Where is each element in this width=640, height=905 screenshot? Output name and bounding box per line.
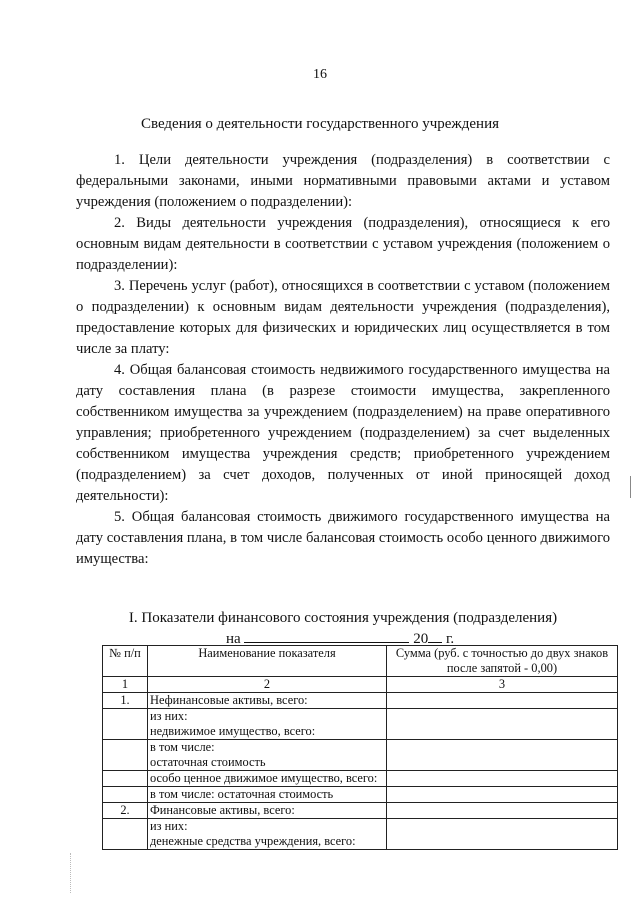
date-prefix: на xyxy=(226,631,241,647)
row-num: 2. xyxy=(103,803,148,819)
table-row xyxy=(103,693,618,709)
row-sum-cell xyxy=(387,693,618,709)
paragraph-4: 4. Общая балансовая стоимость недвижимого государственного имущества на дату составления плана (в разрезе стоимости имущества, закрепленного собственником имущества за учреждением (подразделением) на праве оперативного управления; приобретенного учреждением (подразделением) за счет выделенных собственником имущества учреждения средств; приобретенного учреждением (подразделением) за счет доходов, полученных от иной приносящей доход деятельности): xyxy=(76,362,610,504)
section-title: I. Показатели финансового состояния учреждения (подразделения) xyxy=(128,610,558,626)
row-sum-cell xyxy=(387,803,618,819)
row-name xyxy=(148,819,387,850)
row-num xyxy=(103,819,148,850)
scan-margin-mark xyxy=(630,476,633,498)
table-row xyxy=(103,771,618,787)
row-name xyxy=(148,709,387,740)
year-blank-field xyxy=(428,628,442,643)
row-name-line: остаточная стоимость xyxy=(150,755,266,769)
row-name xyxy=(148,740,387,771)
column-number: 3 xyxy=(387,677,618,693)
row-sum-cell xyxy=(387,709,618,740)
row-name-line: из них: xyxy=(150,819,188,833)
row-name: в том числе: остаточная стоимость xyxy=(148,787,387,803)
row-sum-cell xyxy=(387,819,618,850)
row-name-line: из них: xyxy=(150,709,188,723)
row-name-line: в том числе: xyxy=(150,740,215,754)
row-sum-cell xyxy=(387,771,618,787)
row-name: Нефинансовые активы, всего: xyxy=(148,693,387,709)
table-row xyxy=(103,787,618,803)
row-name: особо ценное движимое имущество, всего: xyxy=(148,771,387,787)
financial-indicators-table xyxy=(102,645,618,850)
column-number: 1 xyxy=(103,677,148,693)
row-sum-cell xyxy=(387,740,618,771)
table-row xyxy=(103,803,618,819)
header-sum: Сумма (руб. с точностью до двух знаков после запятой - 0,00) xyxy=(387,646,618,677)
row-name-line: денежные средства учреждения, всего: xyxy=(150,834,356,848)
row-num: 1. xyxy=(103,693,148,709)
paragraph-1: 1. Цели деятельности учреждения (подразделения) в соответствии с федеральными законами, иными нормативными правовыми актами и уставом учреждения (положением о подразделении): xyxy=(76,152,610,210)
header-name: Наименование показателя xyxy=(148,646,387,677)
paragraph-5: 5. Общая балансовая стоимость движимого государственного имущества на дату составления плана, в том числе балансовая стоимость особо ценного движимого имущества: xyxy=(76,509,610,567)
table-row xyxy=(103,819,618,850)
date-suffix: г. xyxy=(445,631,455,647)
table-row xyxy=(103,740,618,771)
date-year: 20 xyxy=(413,631,429,647)
scan-artifact-mark xyxy=(70,853,73,893)
header-num: № п/п xyxy=(103,646,148,677)
date-blank-field xyxy=(244,628,409,643)
column-number: 2 xyxy=(148,677,387,693)
page-number: 16 xyxy=(313,67,327,82)
row-num xyxy=(103,787,148,803)
row-name: Финансовые активы, всего: xyxy=(148,803,387,819)
row-num xyxy=(103,771,148,787)
document-heading: Сведения о деятельности государственного учреждения xyxy=(140,116,500,132)
table-row xyxy=(103,709,618,740)
row-sum-cell xyxy=(387,787,618,803)
row-name-line: недвижимое имущество, всего: xyxy=(150,724,316,738)
document-body xyxy=(76,150,610,570)
table-header-row xyxy=(103,646,618,677)
row-num xyxy=(103,709,148,740)
paragraph-3: 3. Перечень услуг (работ), относящихся в соответствии с уставом (положением о подразделении) к основным видам деятельности учреждения (подразделения), предоставление которых для физических и юридических лиц осуществляется в том числе за плату: xyxy=(76,278,610,357)
paragraph-2: 2. Виды деятельности учреждения (подразделения), относящиеся к его основным видам деятельности в соответствии с уставом учреждения (положением о подразделении): xyxy=(76,215,610,273)
column-number-row xyxy=(103,677,618,693)
row-num xyxy=(103,740,148,771)
